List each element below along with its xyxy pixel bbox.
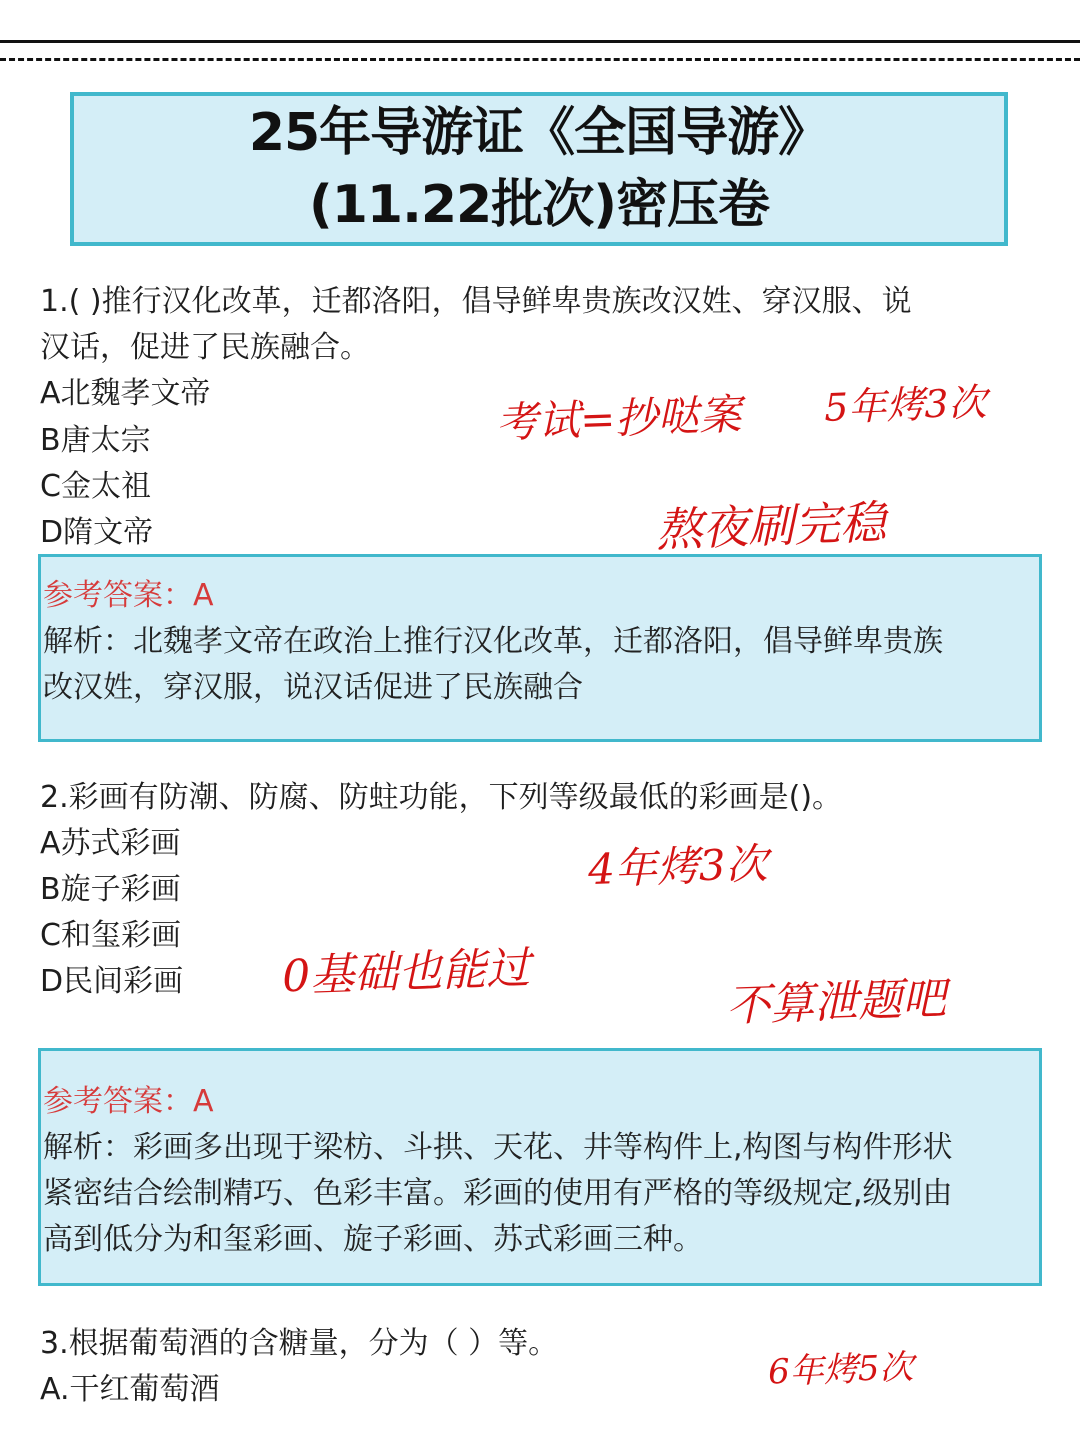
q1-answer-label: 参考答案：A <box>43 578 214 613</box>
q1-analysis-line-2: 改汉姓，穿汉服，说汉话促进了民族融合 <box>43 670 583 705</box>
note-six-years: 6年烤5次 <box>767 1347 915 1393</box>
note-not-leak: 不算泄题吧 <box>725 973 947 1032</box>
q2-analysis-line-3: 高到低分为和玺彩画、旋子彩画、苏式彩画三种。 <box>43 1222 703 1257</box>
note-four-years: 4年烤3次 <box>587 838 769 895</box>
top-solid-rule <box>0 40 1080 43</box>
q1-stem-line-1: 1.( )推行汉化改革，迁都洛阳，倡导鲜卑贵族改汉姓、穿汉服、说 <box>40 284 912 319</box>
note-exam-copy-answer: 考试=抄哒案 <box>495 389 743 448</box>
q2-analysis-line-1: 解析：彩画多出现于梁枋、斗拱、天花、井等构件上,构图与构件形状 <box>43 1130 953 1165</box>
note-stay-up-late: 熬夜刷完稳 <box>655 495 887 557</box>
q1-stem-line-2: 汉话，促进了民族融合。 <box>40 330 370 365</box>
title-box <box>70 92 1008 246</box>
q1-option-b: B唐太宗 <box>40 423 151 458</box>
top-dashed-rule <box>0 58 1080 61</box>
q1-answer-box <box>38 554 1042 742</box>
q1-option-c: C金太祖 <box>40 469 151 504</box>
q2-answer-label: 参考答案：A <box>43 1084 214 1119</box>
q2-option-c: C和玺彩画 <box>40 918 181 953</box>
q2-analysis-line-2: 紧密结合绘制精巧、色彩丰富。彩画的使用有严格的等级规定,级别由 <box>43 1176 953 1211</box>
note-five-years: 5年烤3次 <box>823 380 988 430</box>
q3-option-a: A.干红葡萄酒 <box>40 1372 220 1407</box>
title-line-2: (11.22批次)密压卷 <box>308 175 769 235</box>
q2-option-a: A苏式彩画 <box>40 826 181 861</box>
q1-analysis-line-1: 解析：北魏孝文帝在政治上推行汉化改革，迁都洛阳，倡导鲜卑贵族 <box>43 624 943 659</box>
q3-stem-line-1: 3.根据葡萄酒的含糖量，分为（ ）等。 <box>40 1326 559 1361</box>
q2-stem-line-1: 2.彩画有防潮、防腐、防蛀功能，下列等级最低的彩画是()。 <box>40 780 843 815</box>
q1-option-d: D隋文帝 <box>40 515 154 550</box>
q1-option-a: A北魏孝文帝 <box>40 376 211 411</box>
q2-option-d: D民间彩画 <box>40 964 184 999</box>
q2-option-b: B旋子彩画 <box>40 872 181 907</box>
q2-answer-box <box>38 1048 1042 1286</box>
note-zero-base: 0基础也能过 <box>281 942 531 1003</box>
title-line-1: 25年导游证《全国导游》 <box>248 103 830 163</box>
